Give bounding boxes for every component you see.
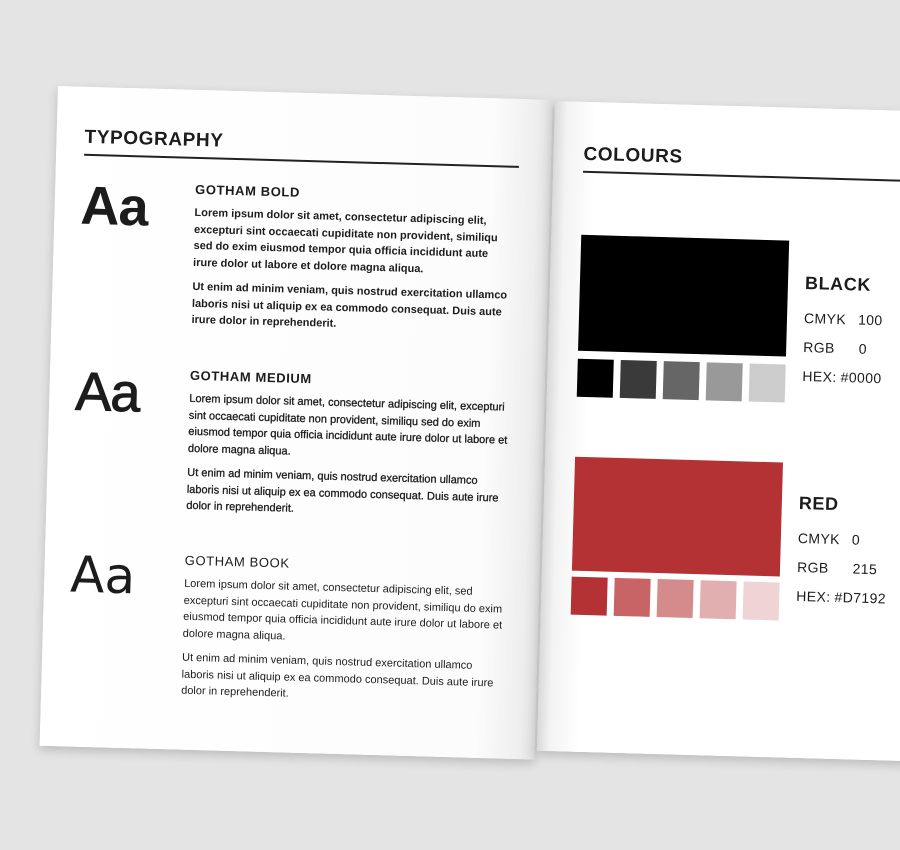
- colour-name-black: BLACK: [804, 273, 872, 295]
- hex-value: #D7192: [834, 589, 887, 607]
- swatch-red: [572, 457, 783, 577]
- hex-line-black: [802, 362, 882, 393]
- colour-info-red: [796, 493, 889, 613]
- colour-info-black: [802, 273, 884, 393]
- tint-black-4: [706, 362, 743, 401]
- font-name-book: GOTHAM BOOK: [184, 552, 290, 571]
- colour-name-red: RED: [798, 492, 839, 515]
- rgb-value: 0: [858, 340, 868, 357]
- tint-red-3: [657, 579, 694, 618]
- cmyk-value: 100: [857, 311, 883, 329]
- rgb-label: RGB: [796, 558, 829, 576]
- tint-red-1: [571, 577, 608, 616]
- font-name-medium: GOTHAM MEDIUM: [189, 367, 313, 387]
- tint-black-2: [620, 360, 657, 399]
- hex-line-red: [796, 582, 887, 613]
- colours-rule: [583, 171, 900, 184]
- rgb-label: RGB: [803, 339, 835, 356]
- tint-row-red: [571, 577, 780, 621]
- tint-row-black: [577, 359, 786, 403]
- hex-value: #0000: [840, 369, 882, 387]
- tint-black-1: [577, 359, 614, 398]
- rgb-line-black: [803, 333, 883, 364]
- tint-red-5: [743, 581, 780, 620]
- hex-label: HEX:: [802, 368, 837, 385]
- rgb-value: 215: [852, 560, 878, 578]
- colours-title: COLOURS: [583, 143, 683, 168]
- typography-title: TYPOGRAPHY: [84, 126, 224, 152]
- font-book-paragraph-1: Lorem ipsum dolor sit amet, consectetur adipiscing elit, sed excepturi sint occaecati cupiditate non provident, similiqu do exim eiusmod tempor quia officia incididunt aute irure dolor ut labore et dolore magna aliqua.: [182, 577, 503, 643]
- cmyk-value: 0: [851, 531, 861, 548]
- font-medium-paragraph-2: Ut enim ad minim veniam, quis nostrud exercitation ullamco laboris nisi ut aliquip ex ea commodo consequat. Duis aute irure dolor in reprehenderit.: [186, 466, 499, 515]
- tint-red-2: [614, 578, 651, 617]
- typography-page: [40, 86, 553, 760]
- typography-rule: [84, 154, 519, 168]
- font-spec-medium: [186, 368, 510, 531]
- cmyk-line-black: [804, 304, 884, 335]
- font-book-paragraph-2: Ut enim ad minim veniam, quis nostrud exercitation ullamco laboris nisi ut aliquip ex ea commodo consequat. Duis aute irure dolor in reprehenderit.: [180, 651, 494, 700]
- colours-page: [537, 101, 900, 762]
- hex-label: HEX:: [796, 587, 831, 605]
- tint-black-3: [663, 361, 700, 400]
- font-spec-book: [181, 553, 505, 716]
- tint-black-5: [749, 364, 786, 403]
- font-sample-book: Aa: [69, 545, 136, 606]
- cmyk-line-red: [797, 524, 888, 555]
- font-sample-medium: Aa: [74, 361, 141, 424]
- font-sample-bold: Aa: [79, 175, 149, 238]
- cmyk-label: CMYK: [797, 529, 841, 548]
- font-spec-bold: [191, 182, 515, 345]
- swatch-black: [578, 235, 789, 357]
- font-bold-paragraph-2: Ut enim ad minim veniam, quis nostrud exercitation ullamco laboris nisi ut aliquip ex ea commodo consequat. Duis aute irure dolor in reprehenderit.: [191, 280, 508, 330]
- rgb-line-red: [797, 553, 888, 584]
- cmyk-label: CMYK: [803, 310, 847, 328]
- font-bold-paragraph-1: Lorem ipsum dolor sit amet, consectetur adipiscing elit, excepturi sint occaecati cupiditate non provident, similiqu sed do exim eiusmod tempor quia officia incididunt aute irure dolor ut labore et dolore magna aliqua.: [192, 206, 498, 275]
- tint-red-4: [700, 580, 737, 619]
- font-medium-paragraph-1: Lorem ipsum dolor sit amet, consectetur adipiscing elit, excepturi sint occaecati cupiditate non provident, similiqu sed do exim eiusmod tempor quia officia incididunt aute irure dolor ut labore et dolore magna aliqua.: [187, 392, 508, 458]
- font-name-bold: GOTHAM BOLD: [194, 181, 301, 200]
